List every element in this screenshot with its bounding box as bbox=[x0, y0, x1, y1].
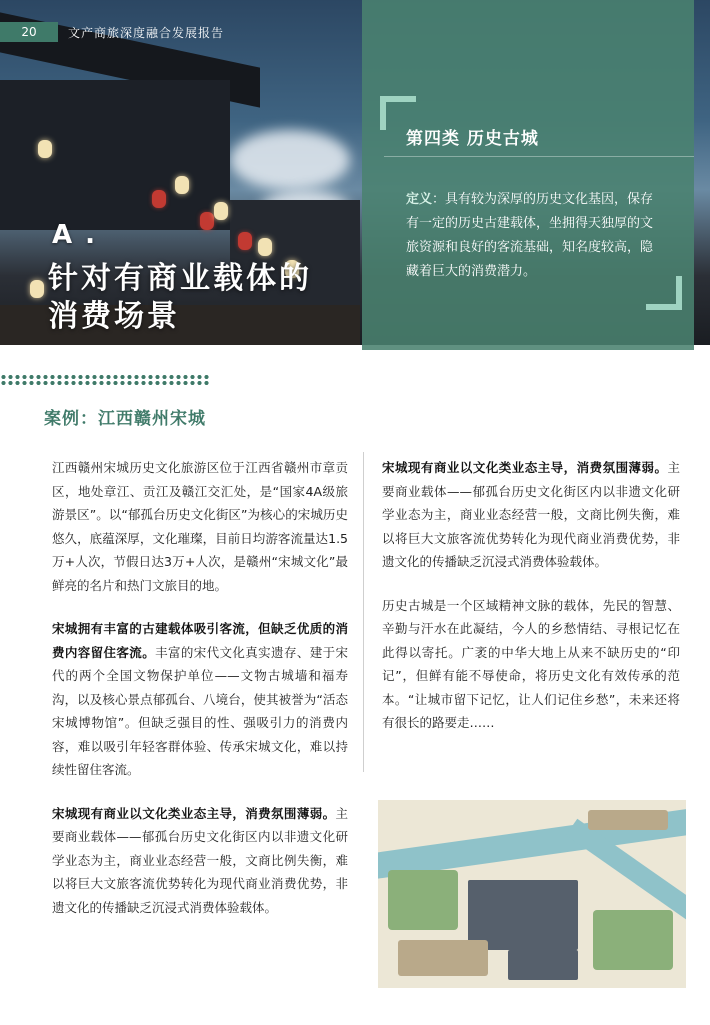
page-number: 20 bbox=[0, 22, 58, 42]
section-letter: A . bbox=[52, 220, 98, 250]
bold-lead: 宋城现有商业以文化类业态主导，消费氛围薄弱。 bbox=[52, 805, 336, 821]
paragraph: 江西赣州宋城历史文化旅游区位于江西省赣州市章贡区，地处章江、贡江及赣江交汇处，是“国家4A级旅游景区”。以“郁孤台历史文化街区”为核心的宋城历史悠久，底蕴深厚，文化璀璨，目前日均游客流量达1.5万+人次，节假日达3万+人次，是赣州“宋城文化”最鲜亮的名片和热门文旅目的地。 bbox=[52, 460, 348, 593]
lantern bbox=[38, 140, 52, 158]
lantern bbox=[200, 212, 214, 230]
lantern bbox=[214, 202, 228, 220]
cloud bbox=[230, 130, 350, 190]
info-panel bbox=[362, 0, 694, 350]
district-block bbox=[398, 940, 488, 976]
building-facade bbox=[0, 80, 230, 230]
page-header bbox=[0, 22, 224, 42]
column-divider bbox=[363, 452, 364, 772]
paragraph: 历史古城是一个区域精神文脉的载体，先民的智慧、辛勤与汗水在此凝结，今人的乡愁情结、寻根记忆在此得以寄托。广袤的中华大地上从来不缺历史的“印记”，但鲜有能不辱使命，将历史文化有效传承的范本。“让城市留下记忆，让人们记住乡愁”，未来还将有很长的路要走…… bbox=[382, 597, 680, 730]
park-area bbox=[388, 870, 458, 930]
bold-lead: 宋城拥有丰富的古建载体吸引客流，但缺乏优质的消费内容留住客流。 bbox=[52, 621, 348, 660]
panel-heading: 第四类 历史古城 bbox=[406, 129, 539, 149]
left-column bbox=[52, 456, 348, 939]
paragraph bbox=[382, 456, 680, 574]
district-block bbox=[588, 810, 668, 830]
report-title: 文产商旅深度融合发展报告 bbox=[68, 25, 225, 40]
bold-lead: 宋城现有商业以文化类业态主导，消费氛围薄弱。 bbox=[382, 460, 668, 475]
panel-definition bbox=[406, 188, 664, 284]
case-title: 案例：江西赣州宋城 bbox=[44, 409, 206, 429]
paragraph-text: 主要商业载体——郁孤台历史文化街区内以非遗文化研学业态为主，商业业态经营一般，文商比例失衡，难以将巨大文旅客流优势转化为现代商业消费优势，非遗文化的传播缺乏沉浸式消费体验载体。 bbox=[382, 460, 680, 569]
right-column bbox=[382, 456, 680, 755]
lantern bbox=[238, 232, 252, 250]
dotted-divider bbox=[0, 374, 210, 386]
lantern bbox=[152, 190, 166, 208]
definition-text: ：具有较为深厚的历史文化基因，保存有一定的历史古建载体，坐拥得天独厚的文旅资源和良好的客流基础，知名度较高，隐藏着巨大的消费潜力。 bbox=[406, 192, 654, 279]
lantern bbox=[30, 280, 44, 298]
section-title: 针对有商业载体的消费场景 bbox=[48, 261, 312, 334]
definition-label: 定义 bbox=[406, 192, 433, 207]
paragraph-text: 丰富的宋代文化真实遗存、建于宋代的两个全国文物保护单位——文物古城墙和福寿沟，以及核心景点郁孤台、八境台，使其被誉为“活态宋城博物馆”。但缺乏强目的性、强吸引力的消费内容，难以吸引年轻客群体验、传承宋城文化，难以持续性留住客流。 bbox=[52, 644, 348, 777]
paragraph bbox=[52, 802, 348, 920]
old-town-blocks bbox=[508, 950, 578, 980]
paragraph bbox=[52, 617, 348, 782]
illustrated-map bbox=[378, 800, 686, 988]
panel-divider bbox=[384, 156, 694, 157]
lantern bbox=[258, 238, 272, 256]
lantern bbox=[175, 176, 189, 194]
paragraph-text: 主要商业载体——郁孤台历史文化街区内以非遗文化研学业态为主，商业业态经营一般，文商比例失衡，难以将巨大文旅客流优势转化为现代商业消费优势，非遗文化的传播缺乏沉浸式消费体验载体。 bbox=[52, 805, 348, 915]
park-area bbox=[593, 910, 673, 970]
